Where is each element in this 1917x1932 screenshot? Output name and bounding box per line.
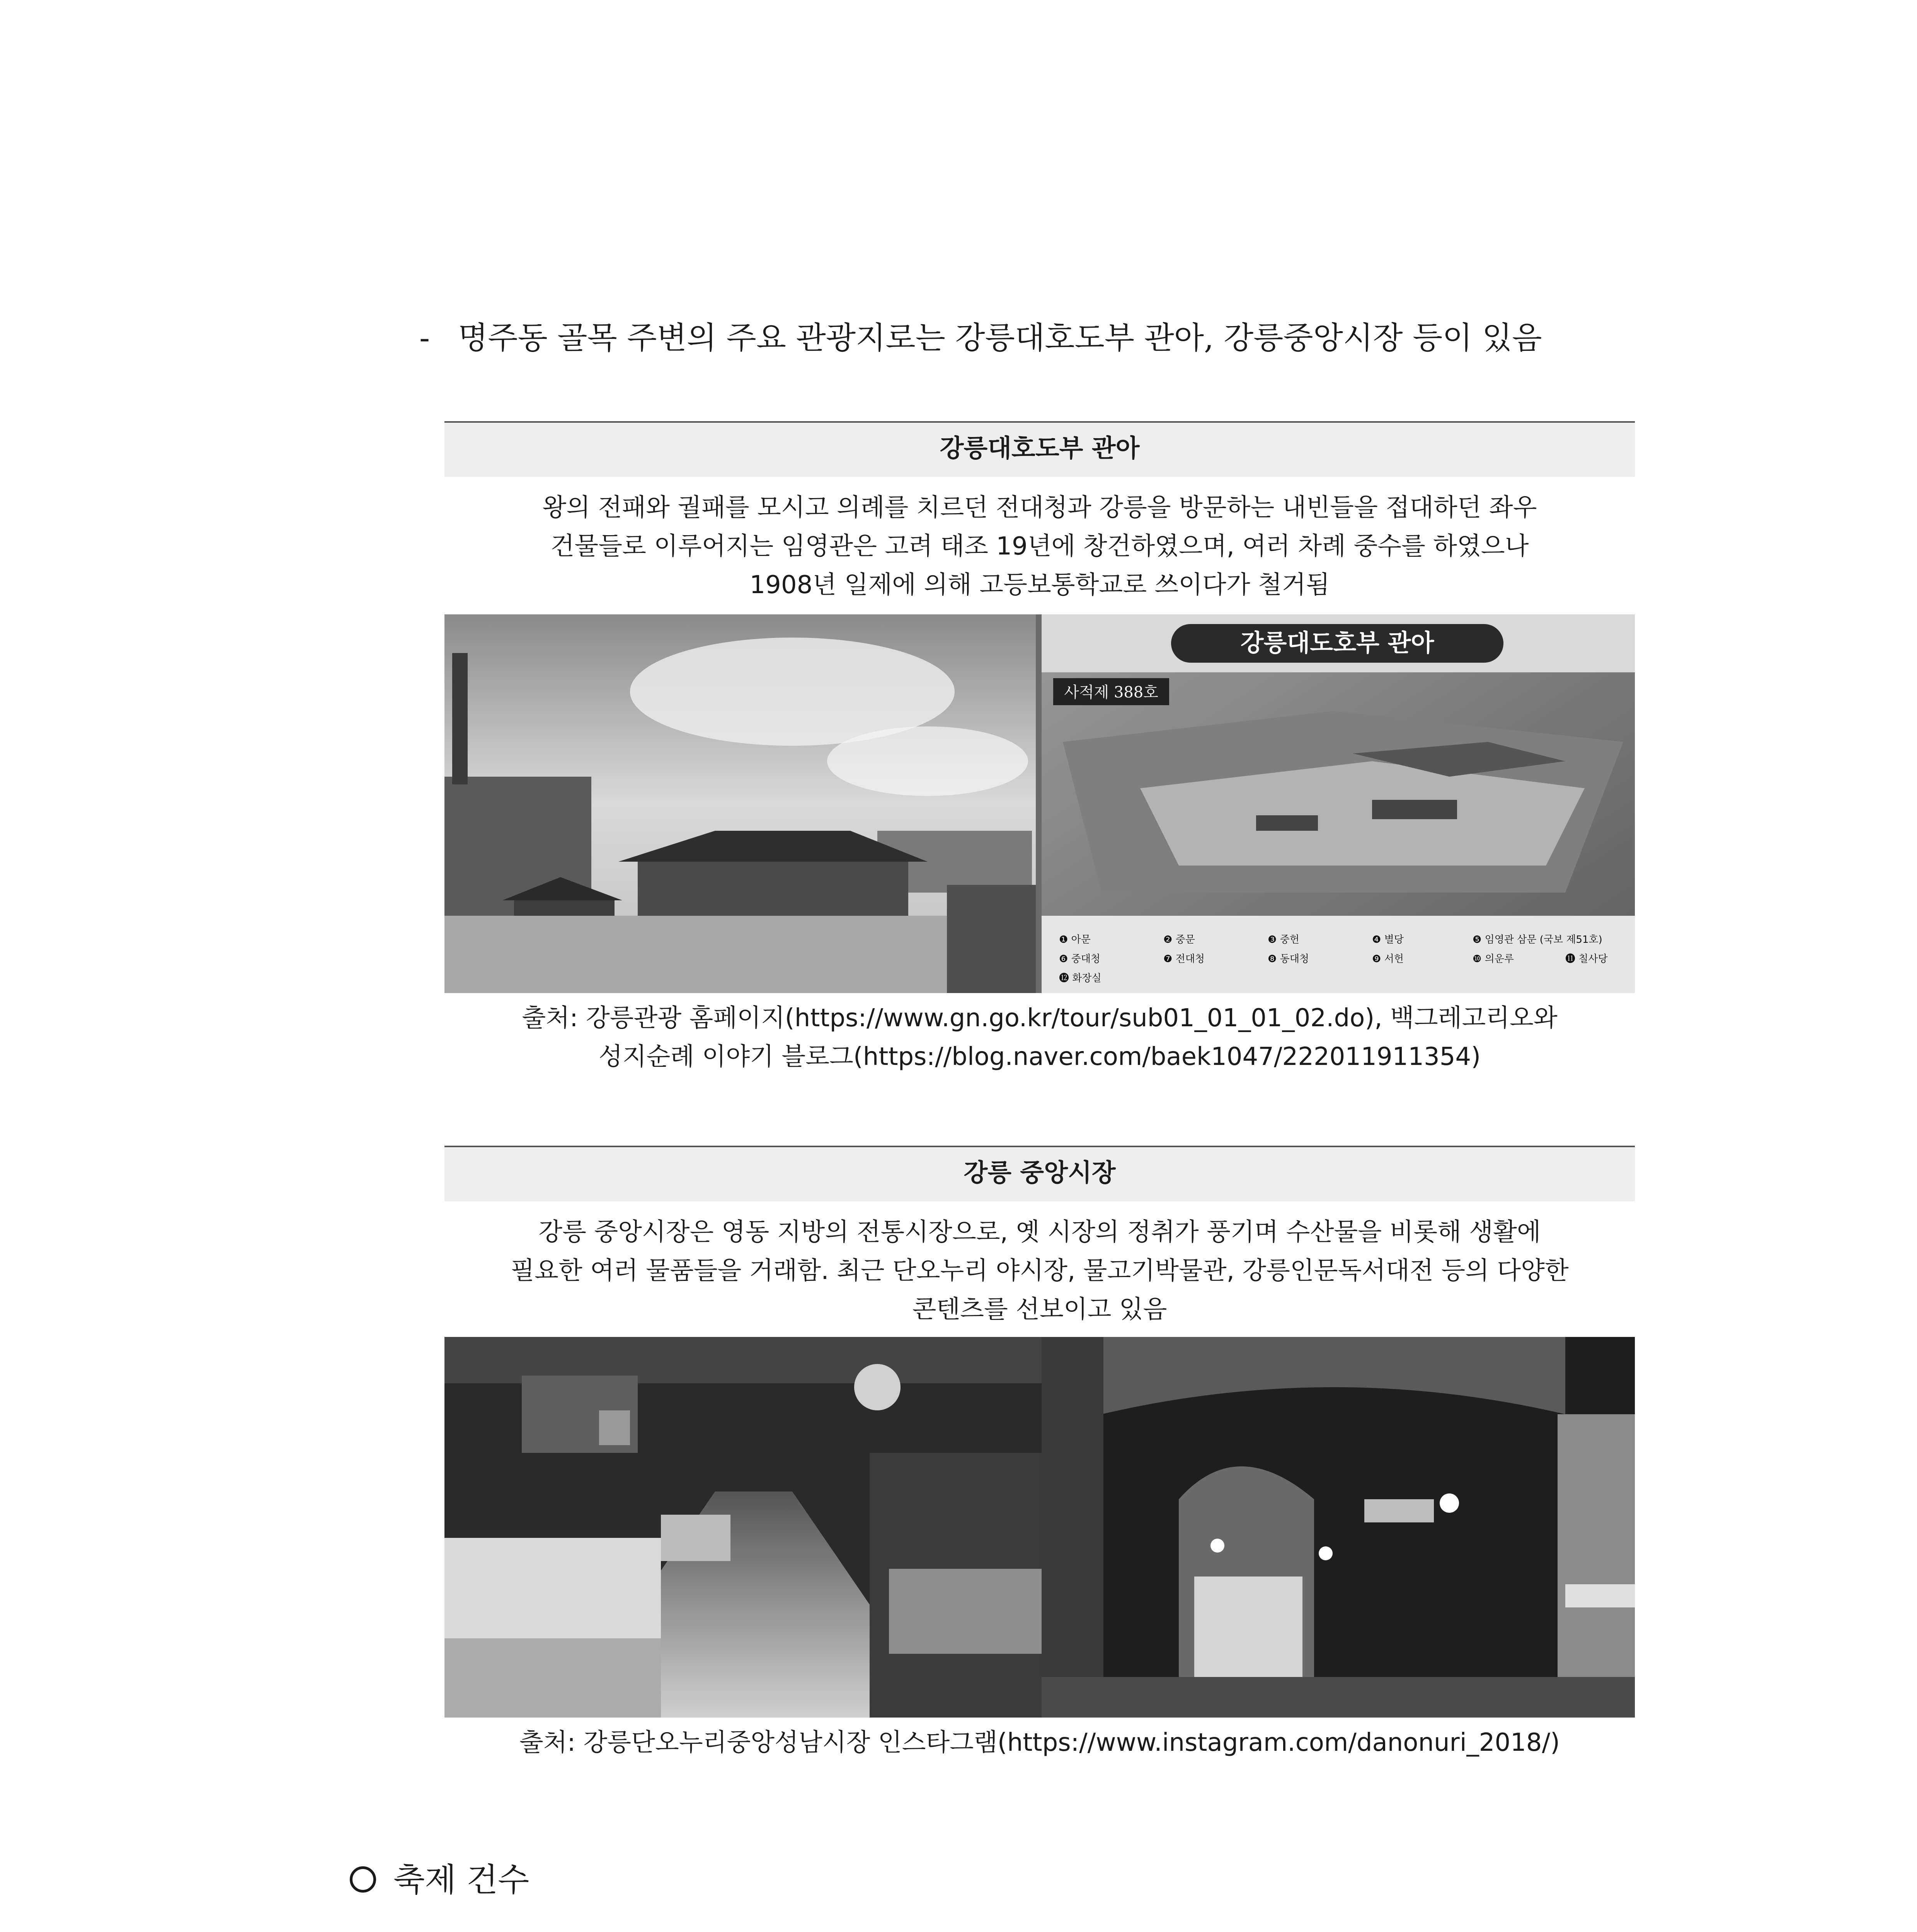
desc-line: 왕의 전패와 궐패를 모시고 의례를 치르던 전대청과 강릉을 방문하는 내빈들을 접대하던 좌우 (542, 493, 1537, 522)
desc-line: 콘텐츠를 선보이고 있음 (912, 1295, 1167, 1324)
courtyard-photo (444, 614, 1036, 993)
gwana-map (1042, 614, 1635, 993)
source-market (444, 1723, 1635, 1762)
desc-line: 강릉 중앙시장은 영동 지방의 전통시장으로, 옛 시장의 정취가 풍기며 수산물을 비롯해 생활에 (538, 1218, 1541, 1247)
photo-gwana-svg (444, 614, 1635, 993)
bullet-dash: - (419, 320, 430, 356)
source-line: 출처: 강릉관광 홈페이지(https://www.gn.go.kr/tour/sub01_01_01_02.do), 백그레고리오와 (522, 1004, 1558, 1032)
hollow-circle-icon (350, 1866, 376, 1893)
photo-market-svg (444, 1337, 1635, 1718)
source-line: 출처: 강릉단오누리중앙성남시장 인스타그램(https://www.instagram.com/danonuri_2018/) (519, 1728, 1560, 1757)
desc-line: 필요한 여러 물품들을 거래함. 최근 단오누리 야시장, 물고기박물관, 강릉인문독서대전 등의 다양한 (511, 1257, 1569, 1285)
section-heading-text: 축제 건수 (393, 1861, 529, 1899)
source-line: 성지순례 이야기 블로그(https://blog.naver.com/baek1047/222011911354) (598, 1043, 1481, 1071)
map-legend-row3: ⓬ 화장실 (1059, 973, 1102, 984)
photo-market (444, 1337, 1635, 1718)
source-gwana (444, 999, 1635, 1076)
map-badge: 사적제 388호 (1064, 684, 1158, 701)
info-box-market (444, 1146, 1635, 1329)
photo-gwana (444, 614, 1635, 993)
section-heading (350, 1851, 529, 1909)
box-title: 강릉 중앙시장 (444, 1147, 1635, 1201)
night-market-photo (1042, 1337, 1635, 1718)
fish-market-photo (444, 1337, 1042, 1718)
desc-line: 1908년 일제에 의해 고등보통학교로 쓰이다가 철거됨 (749, 571, 1330, 599)
box-description (444, 1201, 1635, 1329)
info-box-gwana (444, 421, 1635, 604)
desc-line: 건물들로 이루어지는 임영관은 고려 태조 19년에 창건하였으며, 여러 차례 중수를 하였으나 (550, 532, 1529, 561)
box-description (444, 477, 1635, 604)
bullet-text: 명주동 골목 주변의 주요 관광지로는 강릉대호도부 관아, 강릉중앙시장 등이 있음 (458, 320, 1542, 356)
map-legend-row2: ❻ 중대청 ❼ 전대청 ❽ 동대청 ❾ 서헌 ❿ 의운루 ⓫ 칠사당 (1059, 953, 1608, 965)
box-title: 강릉대호도부 관아 (444, 423, 1635, 477)
map-sign: 강릉대도호부 관아 (1240, 629, 1434, 657)
map-legend-row1: ❶ 아문 ❷ 중문 ❸ 중헌 ❹ 별당 ❺ 임영관 삼문 (국보 제51호) (1059, 934, 1602, 946)
